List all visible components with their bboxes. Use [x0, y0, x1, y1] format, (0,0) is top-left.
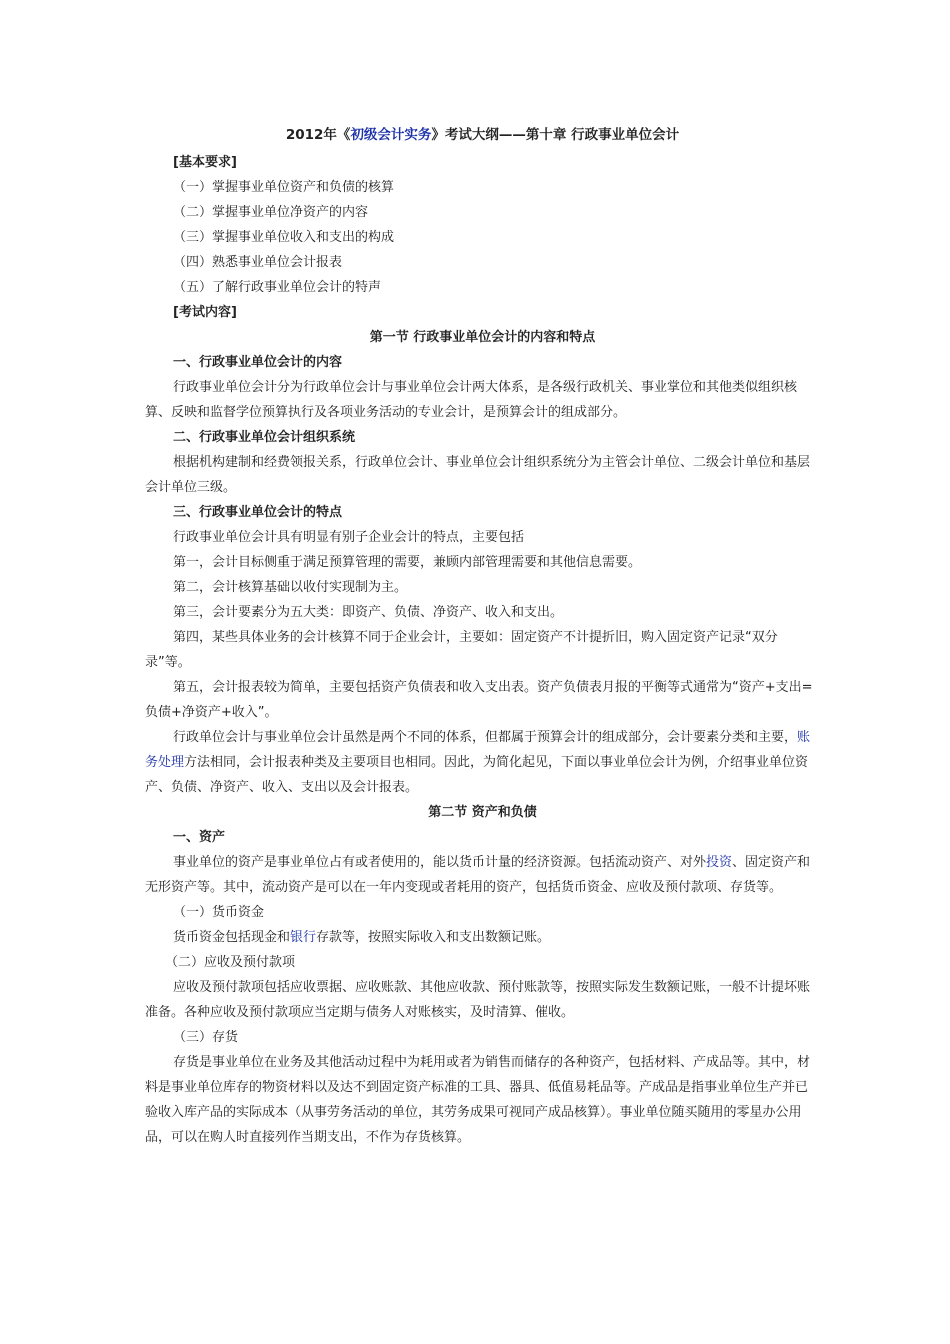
paragraph: 应收及预付款项包括应收票据、应收账款、其他应收款、预付账款等，按照实际发生数额记账，一般不计提坏账准备。各种应收及预付款项应当定期与债务人对账核实，及时清算、催收。: [145, 980, 811, 1020]
req-item: （二）掌握事业单位净资产的内容: [173, 205, 369, 220]
section1-h1: 一、行政事业单位会计的内容: [173, 355, 343, 370]
paragraph: 第四，某些具体业务的会计核算不同于企业会计，主要如：固定资产不计提折旧，购入固定资产记录“双分录”等。: [145, 630, 778, 670]
paragraph: 存货是事业单位在业务及其他活动过程中为耗用或者为销售而储存的各种资产，包括材料、产成品等。其中，材料是事业单位库存的物资材料以及达不到固定资产标准的工具、器具、低值易耗品等。产成品是指事业单位生产并已验收入库产品的实际成本（从事劳务活动的单位，其劳务成果可视同产成品核算）。事业单位随买随用的零星办公用品，可以在购人时直接列作当期支出，不作为存货核算。: [145, 1055, 811, 1145]
subsection-heading: （一）货币资金: [173, 905, 265, 920]
paragraph: 行政单位会计与事业单位会计虽然是两个不同的体系，但都属于预算会计的组成部分，会计要素分类和主要，账务处理方法相同，会计报表种类及主要项目也相同。因此，为简化起见，下面以事业单位会计为例，介绍事业单位资产、负债、净资产、收入、支出以及会计报表。: [145, 730, 811, 795]
req-item: （一）掌握事业单位资产和负债的核算: [173, 180, 395, 195]
paragraph: 行政事业单位会计具有明显有别子企业会计的特点，主要包括: [173, 530, 525, 545]
section2-h1: 一、资产: [173, 830, 226, 845]
section2-title: 第二节 资产和负债: [428, 805, 537, 820]
req-item: （四）熟悉事业单位会计报表: [173, 255, 343, 270]
paragraph: 第五，会计报表较为简单，主要包括资产负债表和收入支出表。资产负债表月报的平衡等式通常为“资产+支出=负债+净资产+收入”。: [145, 680, 813, 720]
req-item: （三）掌握事业单位收入和支出的构成: [173, 230, 395, 245]
paragraph: 第三，会计要素分为五大类：即资产、负债、净资产、收入和支出。: [173, 605, 564, 620]
section1-h2: 二、行政事业单位会计组织系统: [173, 430, 356, 445]
title-link[interactable]: 初级会计实务: [350, 127, 432, 143]
req-item: （五）了解行政事业单位会计的特声: [173, 280, 382, 295]
document-page: [145, 123, 820, 1150]
subsection-heading: （二）应收及预付款项: [165, 955, 296, 970]
basic-req-heading: [基本要求]: [173, 155, 237, 170]
section1-title: 第一节 行政事业单位会计的内容和特点: [369, 330, 596, 345]
investment-link[interactable]: 投资: [706, 855, 733, 870]
bank-link[interactable]: 银行: [290, 930, 317, 945]
paragraph: 行政事业单位会计分为行政单位会计与事业单位会计两大体系，是各级行政机关、事业掌位和其他类似组织核算、反映和监督学位预算执行及各项业务活动的专业会计，是预算会计的组成部分。: [145, 380, 798, 420]
paragraph: 第二，会计核算基础以收付实现制为主。: [173, 580, 408, 595]
document-title: 2012年《初级会计实务》考试大纲——第十章 行政事业单位会计: [285, 127, 680, 143]
paragraph: 根据机构建制和经费领报关系，行政单位会计、事业单位会计组织系统分为主管会计单位、二级会计单位和基层会计单位三级。: [145, 455, 811, 495]
accounting-link[interactable]: 账务处理: [145, 730, 811, 770]
paragraph: 货币资金包括现金和银行存款等，按照实际收入和支出数额记账。: [173, 930, 551, 945]
exam-content-heading: [考试内容]: [173, 305, 237, 320]
subsection-heading: （三）存货: [173, 1030, 239, 1045]
paragraph: 事业单位的资产是事业单位占有或者使用的，能以货币计量的经济资源。包括流动资产、对外投资、固定资产和无形资产等。其中，流动资产是可以在一年内变现或者耗用的资产，包括货币资金、应收及预付款项、存货等。: [145, 855, 811, 895]
section1-h3: 三、行政事业单位会计的特点: [173, 505, 343, 520]
paragraph: 第一，会计目标侧重于满足预算管理的需要，兼顾内部管理需要和其他信息需要。: [173, 555, 642, 570]
